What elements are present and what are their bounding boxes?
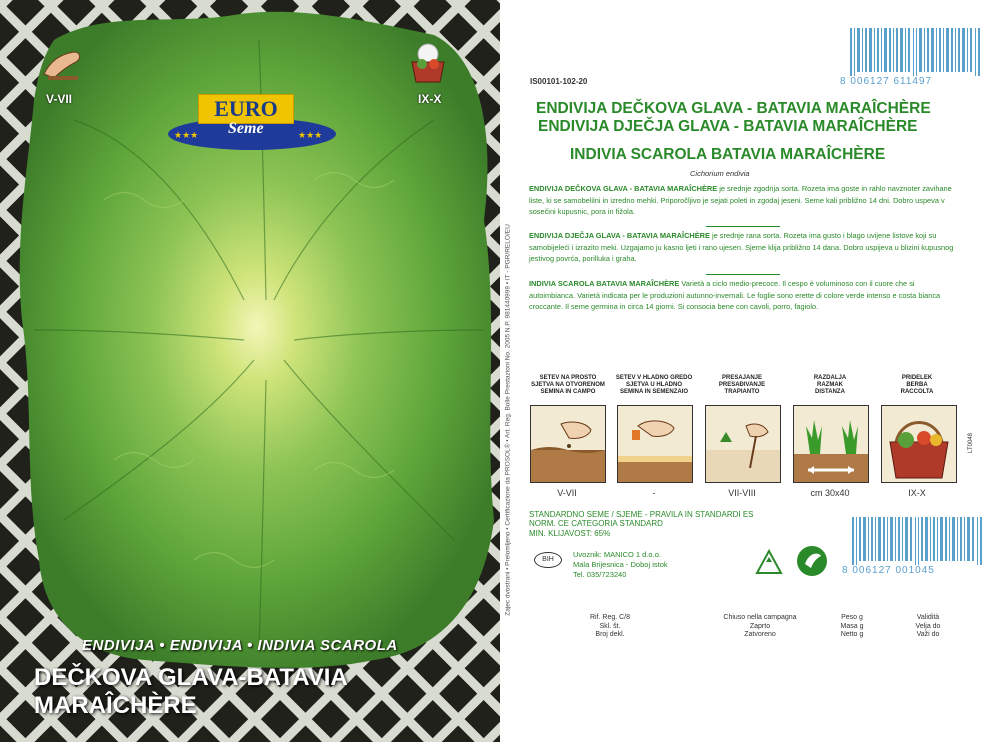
recycle-icon [754,548,784,578]
label-transplanting: PRESAJANJE PRESAĐIVANJE TRAPIANTO [718,375,766,395]
season-sowing: V-VII [46,92,73,106]
field-weight: Peso g Masa g Netto g [840,614,864,638]
label-sowing-open: SETEV NA PROSTO SJETVA NA OTVORENOM SEMINA IN CAMPO [531,375,605,395]
label-distance: RAZDALJA RAZMAK DISTANZA [813,375,847,395]
importer-address: Mala Brijesnica - Doboj istok [573,560,668,569]
value-harvest: IX-X [908,488,926,498]
front-title: DEČKOVA GLAVA-BATAVIA MARAÎCHÈRE [34,664,347,719]
description-slovenian: ENDIVIJA DEČKOVA GLAVA - BATAVIA MARAÎCHÈRE je srednje zgodnja sorta. Rozeta ima goste in rahlo navznoter zavihane liste, ki se samobelilni in izredno mehki. Priporočljivo je sejati poleti in zgodaj jeseni. Seme kali približno 14 dni. Dobro uspeva v sosečini kupusnic, pora in fižola. [529,184,952,216]
value-transplanting: VII-VIII [728,488,756,498]
logo-stars-right-icon: ★★★ [298,130,323,140]
sowing-open-field-icon [530,405,606,483]
eco-label-icon [795,544,829,578]
field-registration: Rif. Reg. C/8 Skl. št. Broj dekl. [589,614,631,638]
title-italian: INDIVIA SCAROLA BATAVIA MARAÎCHÈRE [570,146,886,163]
season-harvest: IX-X [418,92,442,106]
separator [706,226,780,227]
euro-seme-logo [168,92,336,154]
plant-distance-icon [793,405,869,483]
value-sowing-cold: - [652,488,656,498]
vertical-certification-text: Zajec dvostrani • Prelomljeno • Certificazione da PROSOL® • Art. Reg. Bolle Prestazioni No. 2005 N.P. 981440999 • IT - PGR/RELO/EU [504,224,512,616]
sowing-cold-frame-icon [617,405,693,483]
barcode-bottom-number: 8 006127 001045 [842,565,935,576]
logo-stars-left-icon: ★★★ [174,130,199,140]
value-sowing-open: V-VII [557,488,577,498]
product-code: IS00101-102-20 [530,77,588,86]
title-croatian: ENDIVIJA DJEČJA GLAVA - BATAVIA MARAÎCHÈRE [538,118,918,135]
description-croatian: ENDIVIJA DJEČJA GLAVA - BATAVIA MARAÎCHÈRE je srednje rana sorta. Rozeta ima gusto i blago uvijene listove koji su samobijeleći i izrazito meki. Uzgajamo ju kasno ljeti i rano ujesen. Sjeme klija približno 14 dana. Dobro uspijeva u blizini kupusnog jestivog povrća, porilluka i graha. [529,231,954,263]
standard-line-2: NORM. CE CATEGORIA STANDARD [529,519,663,528]
field-validity: Validità Velja do Važi do [915,614,941,638]
importer-phone: Tel. 035/723240 [573,570,627,579]
front-subtitle: ENDIVIJA • ENDIVIJA • INDIVIA SCAROLA [82,637,398,654]
label-harvest: PRIDELEK BERBA RACCOLTA [900,375,934,395]
standard-line-1: STANDARDNO SEME / SJEME - PRAVILA IN STANDARDI ES [529,510,754,519]
barcode-top-bars [850,28,980,76]
latin-name: Cichorium endivia [690,169,750,178]
barcode-bottom [842,517,986,577]
value-distance: cm 30x40 [810,488,850,498]
title-slovenian: ENDIVIJA DEČKOVA GLAVA - BATAVIA MARAÎCHÈRE [536,100,931,117]
barcode-bottom-bars [852,517,982,565]
transplanting-icon [705,405,781,483]
description-italian: INDIVIA SCAROLA BATAVIA MARAÎCHÈRE Varietà a ciclo medio-precoce. Il cespo è voluminoso con il cuore che si autoimbianca. Varietà indicata per le produzioni autunno-invernali. Le foglie sono erette di colore verde intenso e costa bianca croccante. Il seme germina in circa 14 giorni. Si consocia bene con cavoli, porro, fagiolo. [529,279,941,311]
logo-seme-text: Seme [228,120,264,137]
barcode-top-number: 8 006127 611497 [840,76,933,87]
reference-code: LT0048 [967,433,974,453]
barcode-top [840,28,984,88]
importer-name: Uvoznik: MANICO 1 d.o.o. [573,550,661,559]
bih-badge: BIH [534,552,562,568]
harvest-basket-icon [404,40,452,86]
harvest-basket-icon [881,405,957,483]
sowing-hand-icon [40,44,86,84]
germination-rate: MIN. KLIJAVOST: 65% [529,529,611,538]
label-sowing-cold: SETEV V HLADNO GREDO SJETVA U HLADNO SEMINA IN SEMENZAIO [615,375,693,395]
field-sealed: Chiuso nella campagna Zaprto Zatvoreno [723,614,797,638]
separator [706,274,780,275]
logo-euro-text: EURO [198,94,294,124]
